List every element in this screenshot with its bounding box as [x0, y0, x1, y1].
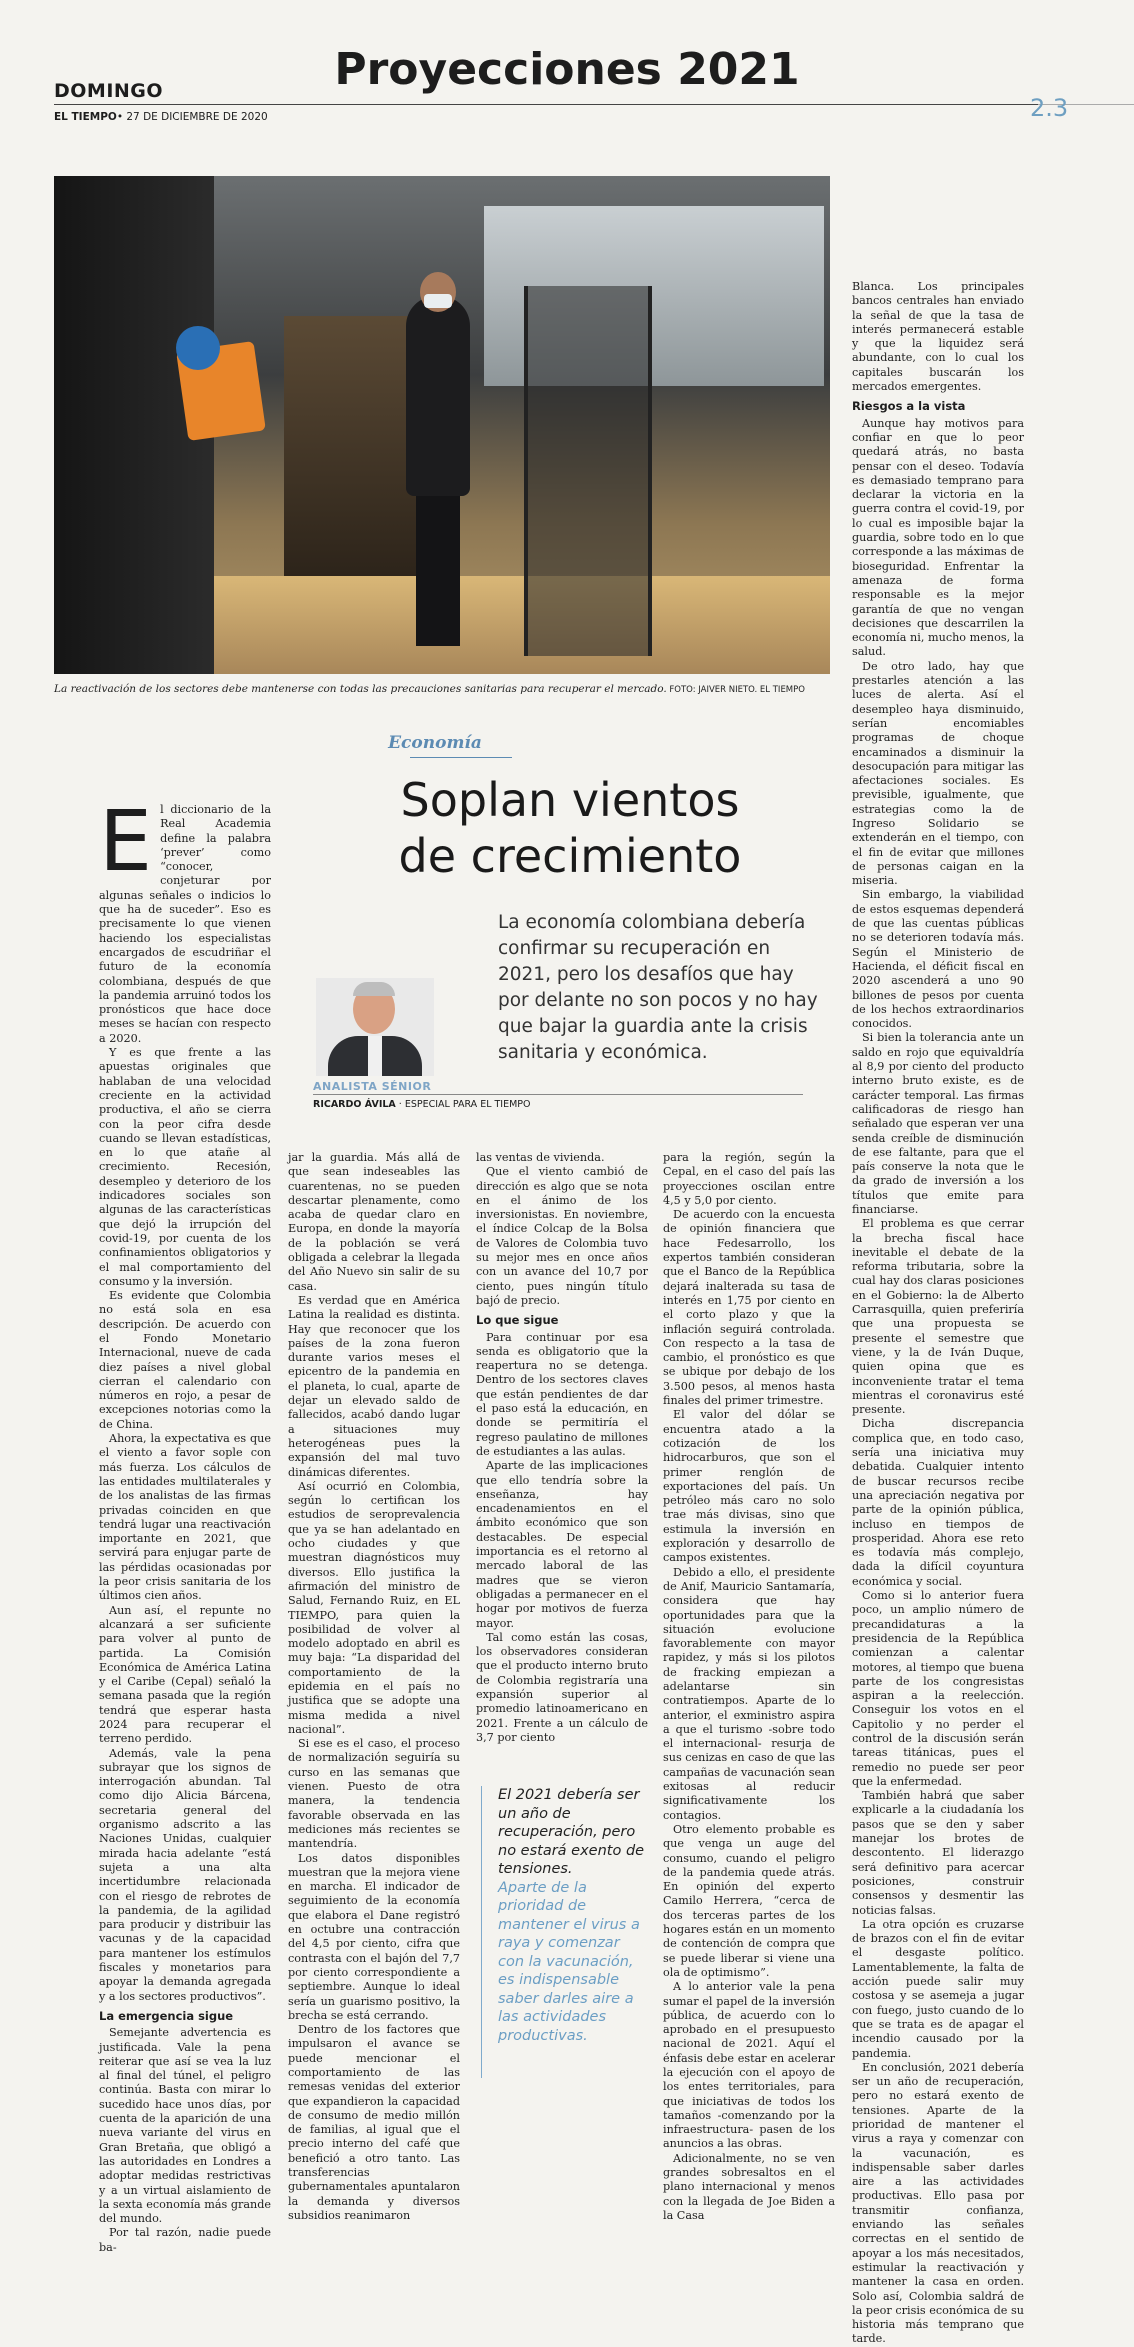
photo-sign-badge — [176, 326, 220, 370]
headline-line-1: Soplan vientos — [400, 773, 740, 827]
headline-line-2: de crecimiento — [398, 829, 742, 883]
paragraph: Los datos disponibles muestran que la mejora viene en marcha. El indicador de seguimiento de la economía que elabora el Dane registró en octubre una contracción del 4,5 por ciento, cifra que contrasta con el bajón del 7,7 por ciento correspondiente a septiembre. Aunque lo ideal sería un guarismo positivo, la brecha se está cerrando. — [288, 1851, 460, 2022]
paragraph: Blanca. Los principales bancos centrales han enviado la señal de que la tasa de interés permanecerá estable y que la liquidez será abundante, con lo cual los capitales buscarán los mercados emergentes. — [852, 280, 1024, 394]
paragraph: Aun así, el repunte no alcanzará a ser suficiente para volver al punto de partida. La Comisión Económica de América Latina y el Caribe (Cepal) señaló la semana pasada que la región tendrá que esperar hasta 2024 para recuperar el terreno perdido. — [99, 1603, 271, 1746]
paragraph: Dicha discrepancia complica que, en todo caso, sería una iniciativa muy debatida. Cualquier intento de buscar recursos recibe una apreciación negativa por parte de la opinión pública, incluso en tiempos de prosperidad. Ahora ese reto es todavía más complejo, dada la difícil coyuntura económica y social. — [852, 1417, 1024, 1588]
photo-glass-door — [524, 286, 652, 656]
subhead-emergencia: La emergencia sigue — [99, 2008, 234, 2023]
subhead-lo-que-sigue: Lo que sigue — [476, 1313, 559, 1328]
paragraph: Así ocurrió en Colombia, según lo certifican los estudios de seroprevalencia que ya se han adelantado en ocho ciudades y que muestran diagnósticos muy diversos. Ello justifica la afirmación del ministro de Salud, Fernando Ruiz, en EL TIEMPO, para quien la posibilidad de volver al modelo adoptado en abril es muy baja: “La disparidad del comportamiento de la epidemia en el país no justifica que se adopte una misma medida a nivel nacional”. — [288, 1479, 460, 1736]
article-headline — [290, 772, 850, 884]
section-title: Proyecciones 2021 — [334, 44, 800, 95]
photo-credit: FOTO: JAIVER NIETO. EL TIEMPO — [666, 685, 805, 695]
paragraph: De acuerdo con la encuesta de opinión financiera que hace Fedesarrollo, los expertos también consideran que el Banco de la República dejará inalterada su tasa de interés en 1,75 por ciento en el corto plazo y que la inflación seguirá controlada. Con respecto a la tasa de cambio, el pronóstico es que se ubique por debajo de los 3.500 pesos, al menos hasta finales del primer trimestre. — [663, 1208, 835, 1408]
author-hair — [353, 982, 395, 996]
column-4 — [663, 1151, 835, 2223]
paragraph: Es evidente que Colombia no está sola en esa descripción. De acuerdo con el Fondo Monetario Internacional, nueve de cada diez países a nivel global cierran el calendario con números en rojo, a pesar de excepciones notorias como la de China. — [99, 1289, 271, 1431]
paragraph: Como si lo anterior fuera poco, un amplio número de precandidaturas a la presidencia de la República comienzan a calentar motores, al tiempo que buena parte de los congresistas aspiran a la reelección. Conseguir los votos en el Capitolio y no perder el control de la discusión serán tareas titánicas, pues el remedio no puede ser peor que la enfermedad. — [852, 1589, 1024, 1788]
paragraph: Otro elemento probable es que venga un auge del consumo, cuando el peligro de la pandemia quede atrás. En opinión del experto Camilo Herrera, “cerca de dos terceras partes de los hogares están en un momento de contención de compra que se puede liberar si viene una ola de optimismo”. — [663, 1822, 835, 1979]
paragraph: La otra opción es cruzarse de brazos con el fin de evitar el desgaste político. Lamentablemente, la falta de acción puede salir muy costosa y se asemeja a jugar con fuego, justo cuando de lo que se trata es de apagar el incendio causado por la pandemia. — [852, 1917, 1024, 2060]
kicker-underline — [410, 757, 512, 758]
paragraph: Y es que frente a las apuestas originales que hablaban de una velocidad creciente en la actividad productiva, el año se cierra con la peor cifra desde cuando se llevan estadísticas, en lo que atañe al crecimiento. Recesión, desempleo y deterioro de los indicadores sociales son algunas de las características que dejó la irrupción del covid-19, por cuenta de los confinamientos obligatorios y el mal comportamiento del consumo y la inversión. — [99, 1046, 271, 1288]
photo-person — [406, 296, 470, 496]
byline — [313, 1099, 531, 1110]
paragraph: Sin embargo, la viabilidad de estos esquemas dependerá de que las cuentas públicas no se deterioren todavía más. Según el Ministerio de Hacienda, el déficit fiscal en 2020 ascenderá a uno 90 billones de pesos por cuenta de los hechos extraordinarios conocidos. — [852, 888, 1024, 1031]
paragraph: Para continuar por esa senda es obligatorio que la reapertura no se detenga. Dentro de los sectores claves que están pendientes de dar el paso está la educación, en donde se permitiría el regreso paulatino de millones de estudiantes a las aulas. — [476, 1330, 648, 1458]
subhead-riesgos: Riesgos a la vista — [852, 399, 966, 414]
article-deck: La economía colombiana debería confirmar su recuperación en 2021, pero los desafíos que hay por delante no son pocos y no hay que bajar la guardia ante la crisis sanitaria y económica. — [498, 912, 818, 1063]
paragraph: jar la guardia. Más allá de que sean indeseables las cuarentenas, no se pueden descartar plenamente, como acaba de quedar claro en Europa, en donde la mayoría de la población se verá obligada a celebrar la llegada del Año Nuevo sin salir de su casa. — [288, 1151, 460, 1293]
photo-floor — [214, 576, 830, 674]
paragraph: Si bien la tolerancia ante un saldo en rojo que equivaldría al 8,9 por ciento del producto interno bruto existe, es de carácter temporal. Las firmas calificadoras de riesgo han señalado que esperan ver una senda creíble de disminución de ese faltante, para que el país conserve la nota que le da grado de inversión a los títulos que emite para financiarse. — [852, 1031, 1024, 1216]
paragraph: Debido a ello, el presidente de Anif, Mauricio Santamaría, considera que hay oportunidades para que la situación evolucione favorablemente con mayor rapidez, y más si los pilotos de fracking empiezan a adelantarse sin contratiempos. Aparte de lo anterior, el exministro aspira a que el turismo -sobre todo el internacional- resurja de sus cenizas en caso de que las campañas de vacunación sean exitosas al reducir significativamente los contagios. — [663, 1565, 835, 1822]
paragraph: para la región, según la Cepal, en el caso del país las proyecciones oscilan entre 4,5 y 5,0 por ciento. — [663, 1151, 835, 1207]
page-number: 2.3 — [1030, 94, 1069, 122]
paragraph: las ventas de vivienda. — [476, 1151, 605, 1164]
author-shirt — [368, 1036, 382, 1076]
column-2 — [288, 1151, 460, 2223]
paragraph: También habrá que saber explicarle a la ciudadanía los pasos que se den y saber manejar los brotes de descontento. El liderazgo será definitivo para acercar posiciones, construir consensos y desmentir las noticias falsas. — [852, 1789, 1024, 1917]
byline-rule — [313, 1094, 803, 1095]
drop-cap: E — [99, 792, 153, 890]
photo-face-mask — [424, 294, 452, 308]
paragraph: En conclusión, 2021 debería ser un año de recuperación, pero no estará exento de tensiones. Aparte de la prioridad de mantener el virus a raya y comenzar con la vacunación, es indispensable saber darles aire a las actividades productivas. Ello pasa por transmitir confianza, enviando las señales correctas en el sentido de apoyar a los más necesitados, estimular la reactivación y mantener la casa en orden. Solo así, Colombia saldrá de la peor crisis económica de su historia más temprano que tarde. — [852, 2060, 1024, 2346]
article-photo — [54, 176, 830, 674]
paragraph: El problema es que cerrar la brecha fiscal hace inevitable el debate de la reforma tributaria, sobre la cual hay dos claras posiciones en el Gobierno: la de Alberto Carrasquilla, quien preferiría que una propuesta se presente el semestre que viene, y la de Iván Duque, quien opina que es inconveniente tratar el tema mientras el coronavirus esté presente. — [852, 1217, 1024, 1417]
paragraph: Tal como están las cosas, los observadores consideran que el producto interno bruto de Colombia registraría una expansión superior al promedio latinoamericano en 2021. Frente a un cálculo de 3,7 por ciento — [476, 1630, 648, 1744]
author-role: · ESPECIAL PARA EL TIEMPO — [395, 1099, 531, 1110]
pull-quote — [498, 1786, 648, 2045]
paragraph: Ahora, la expectativa es que el viento a favor sople con más fuerza. Los cálculos de las entidades multilaterales y de los analistas de las firmas privadas coinciden en que tendrá lugar una reactivación importante en 2021, que servirá para enjugar parte de las pérdidas ocasionadas por la peor crisis sanitaria de los últimos cien años. — [99, 1432, 271, 1603]
paragraph: Aparte de las implicaciones que ello tendría sobre la enseñanza, hay encadenamientos en el ámbito económico que son destacables. De especial importancia es el retorno al mercado laboral de las madres que se vieron obligadas a permanecer en el hogar por motivos de fuerza mayor. — [476, 1459, 648, 1630]
pull-quote-body: Aparte de la prioridad de mantener el virus a raya y comenzar con la vacunación, es indispensable saber darles aire a las actividades productivas. — [498, 1879, 640, 2044]
paragraph: De otro lado, hay que prestarles atención a las luces de alerta. Así el desempleo haya disminuido, serían encomiables programas de choque encaminados a disminuir la desocupación para mitigar las afectaciones sociales. Es previsible, igualmente, que estrategias como la de Ingreso Solidario se extenderán en el tiempo, con el fin de evitar que millones de personas caigan en la miseria. — [852, 659, 1024, 888]
photo-caption — [54, 683, 834, 695]
author-name: RICARDO ÁVILA — [313, 1099, 396, 1110]
photo-person-legs — [416, 476, 460, 646]
paragraph: Si ese es el caso, el proceso de normalización seguiría su curso en las semanas que vienen. Puesto de otra manera, la tendencia favorable observada en las mediciones más recientes se mantendría. — [288, 1737, 460, 1851]
author-title: ANALISTA SÉNIOR — [313, 1080, 432, 1093]
section-day: DOMINGO — [54, 80, 164, 102]
paragraph: Adicionalmente, no se ven grandes sobresaltos en el plano internacional y menos con la llegada de Joe Biden a la Casa — [663, 2151, 835, 2222]
article-kicker: Economía — [388, 733, 482, 753]
pull-quote-lead: El 2021 debería ser un año de recuperación, pero no estará exento de tensiones. — [498, 1787, 645, 1877]
photo-caption-text: La reactivación de los sectores debe mantenerse con todas las precauciones sanitarias para recuperar el mercado. — [54, 683, 667, 695]
pull-quote-rule — [481, 1786, 482, 2078]
column-3 — [476, 1151, 648, 1745]
author-photo — [316, 978, 434, 1076]
paragraph: Aunque hay motivos para confiar en que lo peor quedará atrás, no basta pensar con el deseo. Todavía es demasiado temprano para declarar la victoria en la guerra contra el covid-19, por lo cual es imposible bajar la guardia, sobre todo en lo que corresponde a las máximas de bioseguridad. Enfrentar la amenaza de forma responsable es la mejor garantía de que no vengan decisiones que descarrilen la economía ni, mucho menos, la salud. — [852, 416, 1024, 659]
paragraph: Semejante advertencia es justificada. Vale la pena reiterar que así se vea la luz al final del túnel, el peligro continúa. Basta con mirar lo sucedido hace unos días, por cuenta de la aparición de una nueva variante del virus en Gran Bretaña, que obligó a las autoridades en Londres a adoptar medidas restrictivas y a un virtual aislamiento de la sexta economía más grande del mundo. — [99, 2026, 271, 2226]
paragraph: l diccionario de la Real Academia define la palabra ‘prever’ como “conocer, conjeturar por algunas señales o indicios lo que ha de suceder”. Eso es precisamente lo que vienen haciendo los especialistas encargados de escudriñar el futuro de la economía colombiana, después de que la pandemia arruinó todos los pronósticos que hace doce meses se hacían con respecto a 2020. — [99, 803, 271, 1045]
publication-date: • 27 DE DICIEMBRE DE 2020 — [116, 111, 268, 123]
paragraph: Es verdad que en América Latina la realidad es distinta. Hay que reconocer que los países de la zona fueron durante varios meses el epicentro de la pandemia en el planeta, lo cual, aparte de dejar un elevado saldo de fallecidos, acabó dando lugar a situaciones muy heterogéneas pues la expansión del mal tuvo dinámicas diferentes. — [288, 1293, 460, 1479]
header-rule — [54, 104, 1040, 105]
paragraph: Que el viento cambió de dirección es algo que se nota en el ánimo de los inversionistas. En noviembre, el índice Colcap de la Bolsa de Valores de Colombia tuvo su mejor mes en once años con un avance del 10,7 por ciento, pues ningún título bajó de precio. — [476, 1165, 648, 1307]
paragraph: A lo anterior vale la pena sumar el papel de la inversión pública, de acuerdo con lo aprobado en el presupuesto nacional de 2021. Aquí el énfasis debe estar en acelerar la ejecución con el apoyo de los entes territoriales, para que iniciativas de todos los tamaños -comenzando por la infraestructura- pasen de los anuncios a las obras. — [663, 1980, 835, 2151]
paragraph: Dentro de los factores que impulsaron el avance se puede mencionar el comportamiento de las remesas venidas del exterior que expandieron la capacidad de consumo de medio millón de familias, al igual que el precio interno del café que benefició a otro tanto. Las transferencias gubernamentales apuntalaron la demanda y diversos subsidios reanimaron — [288, 2023, 460, 2222]
paragraph: Por tal razón, nadie puede ba- — [99, 2226, 271, 2254]
publication-line — [54, 111, 268, 123]
paragraph: El valor del dólar se encuentra atado a la cotización de los hidrocarburos, que son el primer renglón de exportaciones del país. Un petróleo más caro no solo trae más divisas, sino que estimula la inversión en exploración y desarrollo de campos existentes. — [663, 1408, 835, 1565]
paragraph: Además, vale la pena subrayar que los signos de interrogación abundan. Tal como dijo Alicia Bárcena, secretaria general del organismo adscrito a las Naciones Unidas, cualquier mirada hacia adelante “está sujeta a una alta incertidumbre relacionada con el riesgo de rebrotes de la pandemia, de la agilidad para producir y distribuir las vacunas y de la capacidad para mantener los estímulos fiscales y monetarios para apoyar la demanda agregada y a los sectores productivos”. — [99, 1746, 271, 2003]
column-1 — [99, 792, 271, 2255]
column-5 — [852, 280, 1024, 2347]
publication-name: EL TIEMPO — [54, 111, 117, 123]
